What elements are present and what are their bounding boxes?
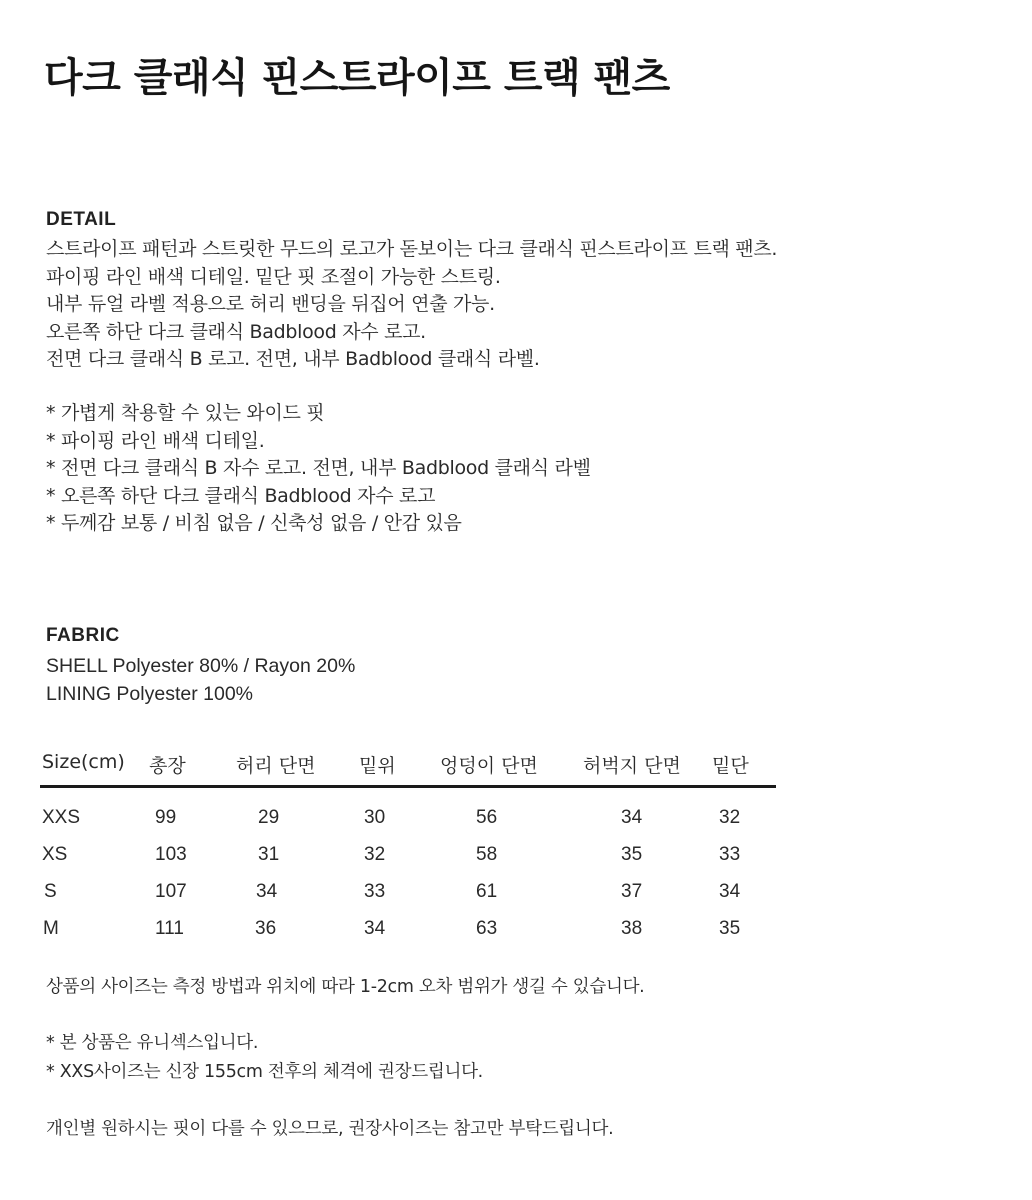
fabric-line: LINING Polyester 100%	[46, 683, 254, 705]
table-cell: 36	[255, 918, 277, 939]
table-cell: XXS	[42, 807, 81, 828]
table-header-rule	[40, 785, 776, 788]
table-cell: 58	[476, 844, 498, 865]
detail-line: 오른쪽 하단 다크 클래식 Badblood 자수 로고.	[46, 320, 426, 343]
detail-line: 파이핑 라인 배색 디테일. 밑단 핏 조절이 가능한 스트링.	[46, 265, 501, 288]
table-header-size: Size(cm)	[42, 751, 125, 773]
table-cell: 33	[719, 844, 741, 865]
detail-bullet: * 오른쪽 하단 다크 클래식 Badblood 자수 로고	[46, 484, 436, 507]
table-cell: 34	[364, 918, 386, 939]
table-cell: 35	[621, 844, 643, 865]
table-cell: 103	[155, 844, 187, 865]
table-cell: 34	[256, 881, 278, 902]
table-cell: 34	[719, 881, 741, 902]
table-header-rise: 밑위	[359, 755, 396, 777]
measurement-note: 상품의 사이즈는 측정 방법과 위치에 따라 1-2cm 오차 범위가 생길 수 있습니다.	[46, 977, 645, 997]
table-cell: 33	[364, 881, 386, 902]
detail-bullet: * 파이핑 라인 배색 디테일.	[46, 429, 265, 452]
table-cell: 34	[621, 807, 643, 828]
table-cell: 56	[476, 807, 498, 828]
detail-line: 전면 다크 클래식 B 로고. 전면, 내부 Badblood 클래식 라벨.	[46, 348, 540, 370]
table-cell: 38	[621, 918, 643, 939]
table-cell: 31	[258, 844, 280, 865]
table-cell: M	[43, 918, 59, 939]
detail-line: 스트라이프 패턴과 스트릿한 무드의 로고가 돋보이는 다크 클래식 핀스트라이프 트랙 팬츠.	[46, 238, 778, 260]
fabric-heading: FABRIC	[46, 625, 120, 646]
table-header-thigh: 허벅지 단면	[583, 755, 681, 777]
fabric-line: SHELL Polyester 80% / Rayon 20%	[46, 655, 356, 677]
table-cell: 111	[155, 918, 184, 939]
table-cell: XS	[42, 844, 68, 865]
table-cell: 29	[258, 807, 280, 828]
unisex-note: * 본 상품은 유니섹스입니다.	[46, 1033, 259, 1053]
detail-bullet: * 전면 다크 클래식 B 자수 로고. 전면, 내부 Badblood 클래식 라벨	[46, 457, 591, 479]
table-cell: S	[44, 881, 57, 902]
detail-heading: DETAIL	[46, 209, 117, 230]
table-cell: 61	[476, 881, 498, 902]
table-cell: 99	[155, 807, 177, 828]
detail-description	[46, 236, 777, 374]
detail-bullet: * 두께감 보통 / 비침 없음 / 신축성 없음 / 안감 있음	[46, 512, 462, 534]
detail-line: 내부 듀얼 라벨 적용으로 허리 밴딩을 뒤집어 연출 가능.	[46, 293, 495, 315]
table-cell: 30	[364, 807, 386, 828]
table-header-hem: 밑단	[712, 755, 749, 777]
table-cell: 63	[476, 918, 498, 939]
detail-bullet: * 가볍게 착용할 수 있는 와이드 핏	[46, 402, 325, 424]
table-cell: 32	[719, 807, 741, 828]
table-header-waist: 허리 단면	[236, 755, 316, 777]
detail-bullet-list	[46, 400, 591, 538]
product-title: 다크 클래식 핀스트라이프 트랙 팬츠	[44, 55, 670, 101]
table-cell: 37	[621, 881, 643, 902]
fit-note: 개인별 원하시는 핏이 다를 수 있으므로, 권장사이즈는 참고만 부탁드립니다.	[46, 1119, 614, 1139]
fabric-composition	[46, 652, 355, 708]
table-cell: 35	[719, 918, 741, 939]
table-header-length: 총장	[149, 755, 186, 777]
table-cell: 32	[364, 844, 386, 865]
table-cell: 107	[155, 881, 187, 902]
xxs-recommendation-note: * XXS사이즈는 신장 155cm 전후의 체격에 권장드립니다.	[46, 1062, 483, 1082]
table-header-hip: 엉덩이 단면	[440, 755, 538, 777]
